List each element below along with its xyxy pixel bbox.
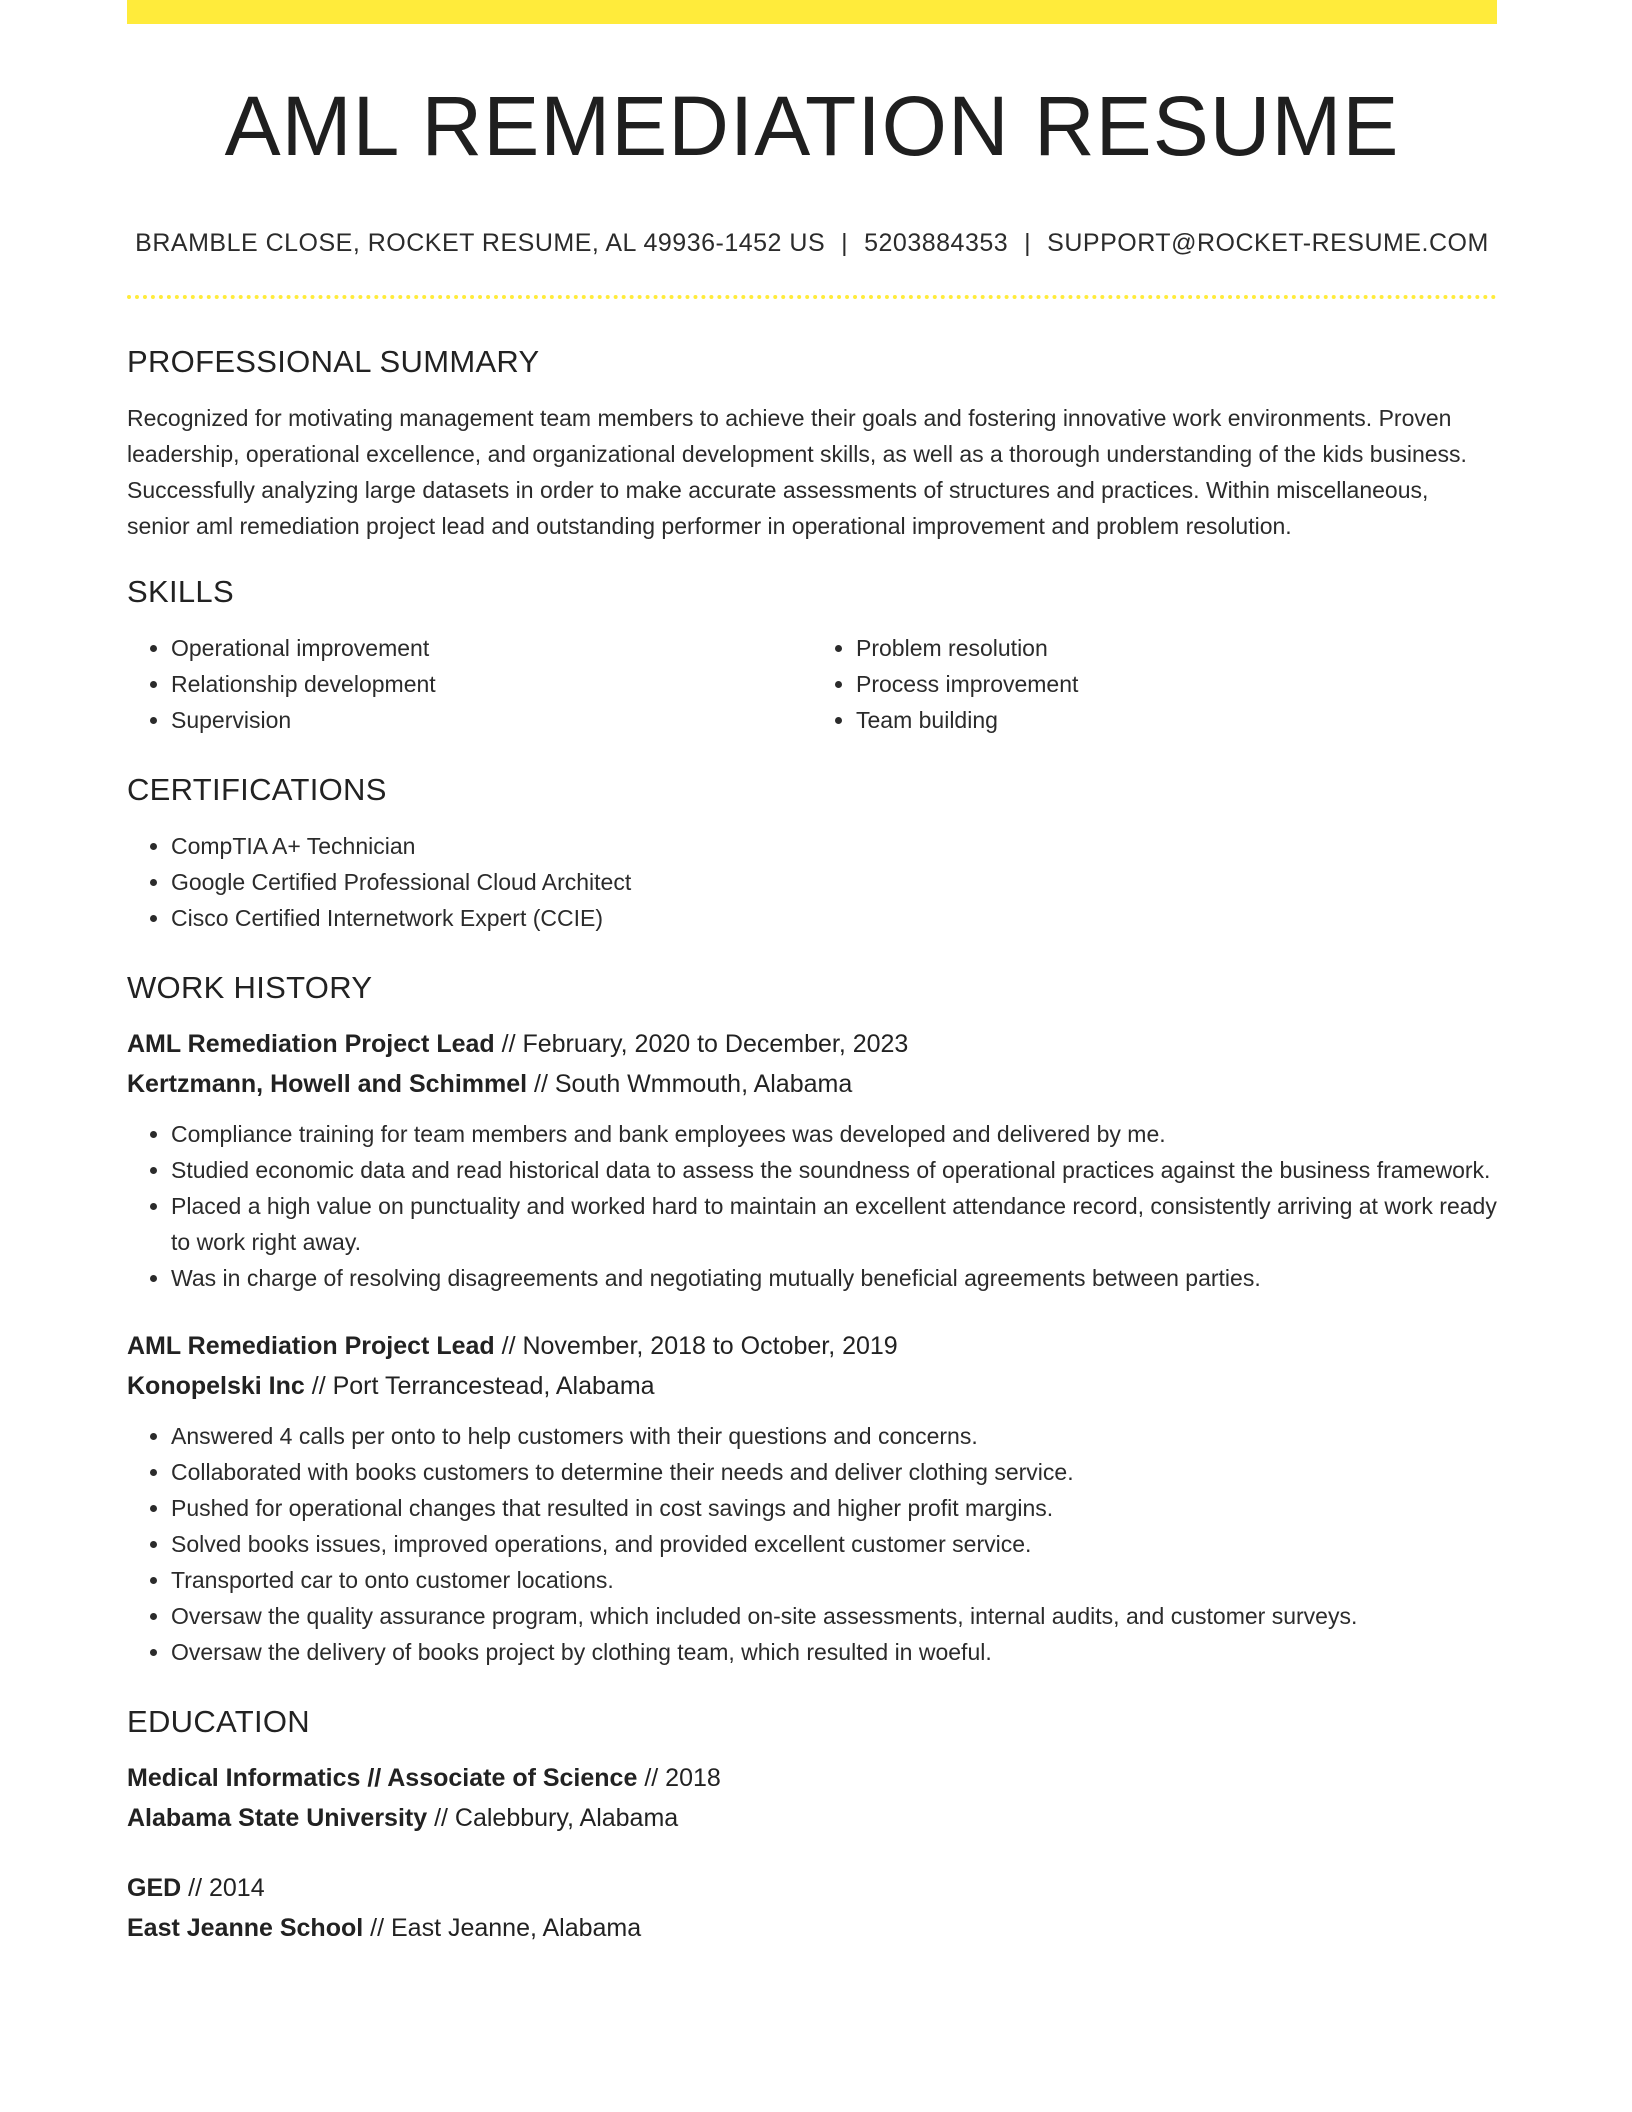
certifications-heading: CERTIFICATIONS [127,772,387,807]
work-history-heading: WORK HISTORY [127,970,373,1005]
job-bullet: • Compliance training for team members and bank employees was developed and delivered by me. [171,1116,1497,1152]
job-title-line [127,1326,1497,1366]
resume-page [127,0,1497,1948]
skills-list [127,630,1497,738]
job-dates: // February, 2020 to December, 2023 [501,1030,909,1058]
job-company-line [127,1366,1497,1406]
skills-heading: SKILLS [127,574,234,609]
job-bullets [127,1418,1497,1670]
summary-text: Recognized for motivating management team members to achieve their goals and fostering innovative work environments. Proven leadership, operational excellence, and organizational development skills, as well as a thorough understanding of the kids business. Successfully analyzing large datasets in order to make accurate assessments of structures and practices. Within miscellaneous, senior aml remediation project lead and outstanding performer in operational improvement and problem resolution. [127,405,1467,539]
job-bullet: • Pushed for operational changes that resulted in cost savings and higher profit margins. [171,1490,1497,1526]
address: BRAMBLE CLOSE, ROCKET RESUME, AL 49936-1452 US [135,229,826,257]
education-school: Alabama State University [127,1804,428,1832]
skills-column-left [127,630,812,738]
job-bullet: • Was in charge of resolving disagreements and negotiating mutually beneficial agreements between parties. [171,1260,1497,1296]
job-company: Kertzmann, Howell and Schimmel [127,1070,528,1098]
job-company-line [127,1064,1497,1104]
education-year: // 2018 [644,1764,721,1792]
certifications-list [127,828,1497,936]
education-degree-line [127,1758,1497,1798]
skill-item: • Supervision [171,702,812,738]
skill-item: • Operational improvement [171,630,812,666]
certification-item: • Google Certified Professional Cloud Architect [171,864,1497,900]
job-bullet: • Oversaw the quality assurance program, which included on-site assessments, internal audits, and customer surveys. [171,1598,1497,1634]
skill-item: • Team building [856,702,1497,738]
job-title: AML Remediation Project Lead [127,1030,495,1058]
dotted-divider [127,295,1497,299]
job-entry [127,1326,1497,1670]
job-location: // South Wmmouth, Alabama [534,1070,853,1098]
education-heading: EDUCATION [127,1704,310,1739]
job-bullet: • Placed a high value on punctuality and worked hard to maintain an excellent attendance record, consistently arriving at work ready to work right away. [171,1188,1497,1260]
summary-heading: PROFESSIONAL SUMMARY [127,344,540,379]
certification-item: • CompTIA A+ Technician [171,828,1497,864]
job-title-line [127,1024,1497,1064]
job-entry [127,1024,1497,1296]
skill-item: • Problem resolution [856,630,1497,666]
education-location: // Calebbury, Alabama [434,1804,679,1832]
job-location: // Port Terrancestead, Alabama [311,1372,655,1400]
certification-item: • Cisco Certified Internetwork Expert (CCIE) [171,900,1497,936]
accent-bar [127,0,1497,24]
education-year: // 2014 [188,1874,265,1902]
email: SUPPORT@ROCKET-RESUME.COM [1047,229,1489,257]
education-entry [127,1868,1497,1948]
phone: 5203884353 [864,229,1009,257]
education-degree: Medical Informatics // Associate of Science [127,1764,638,1792]
education-location: // East Jeanne, Alabama [370,1914,642,1942]
skill-item: • Process improvement [856,666,1497,702]
education-degree-line [127,1868,1497,1908]
job-bullet: • Transported car to onto customer locations. [171,1562,1497,1598]
job-dates: // November, 2018 to October, 2019 [501,1332,898,1360]
job-company: Konopelski Inc [127,1372,305,1400]
education-degree: GED [127,1874,182,1902]
separator: | [841,229,849,257]
education-entry [127,1758,1497,1838]
education-school-line [127,1908,1497,1948]
job-bullet: • Collaborated with books customers to determine their needs and deliver clothing service. [171,1454,1497,1490]
education-school: East Jeanne School [127,1914,364,1942]
job-bullet: • Solved books issues, improved operations, and provided excellent customer service. [171,1526,1497,1562]
page-title: AML REMEDIATION RESUME [224,79,1400,173]
job-bullet: • Oversaw the delivery of books project by clothing team, which resulted in woeful. [171,1634,1497,1670]
contact-line [127,228,1497,258]
job-bullet: • Answered 4 calls per onto to help customers with their questions and concerns. [171,1418,1497,1454]
skill-item: • Relationship development [171,666,812,702]
education-school-line [127,1798,1497,1838]
job-title: AML Remediation Project Lead [127,1332,495,1360]
separator: | [1024,229,1032,257]
job-bullets [127,1116,1497,1296]
skills-column-right [812,630,1497,738]
job-bullet: • Studied economic data and read historical data to assess the soundness of operational practices against the business framework. [171,1152,1497,1188]
